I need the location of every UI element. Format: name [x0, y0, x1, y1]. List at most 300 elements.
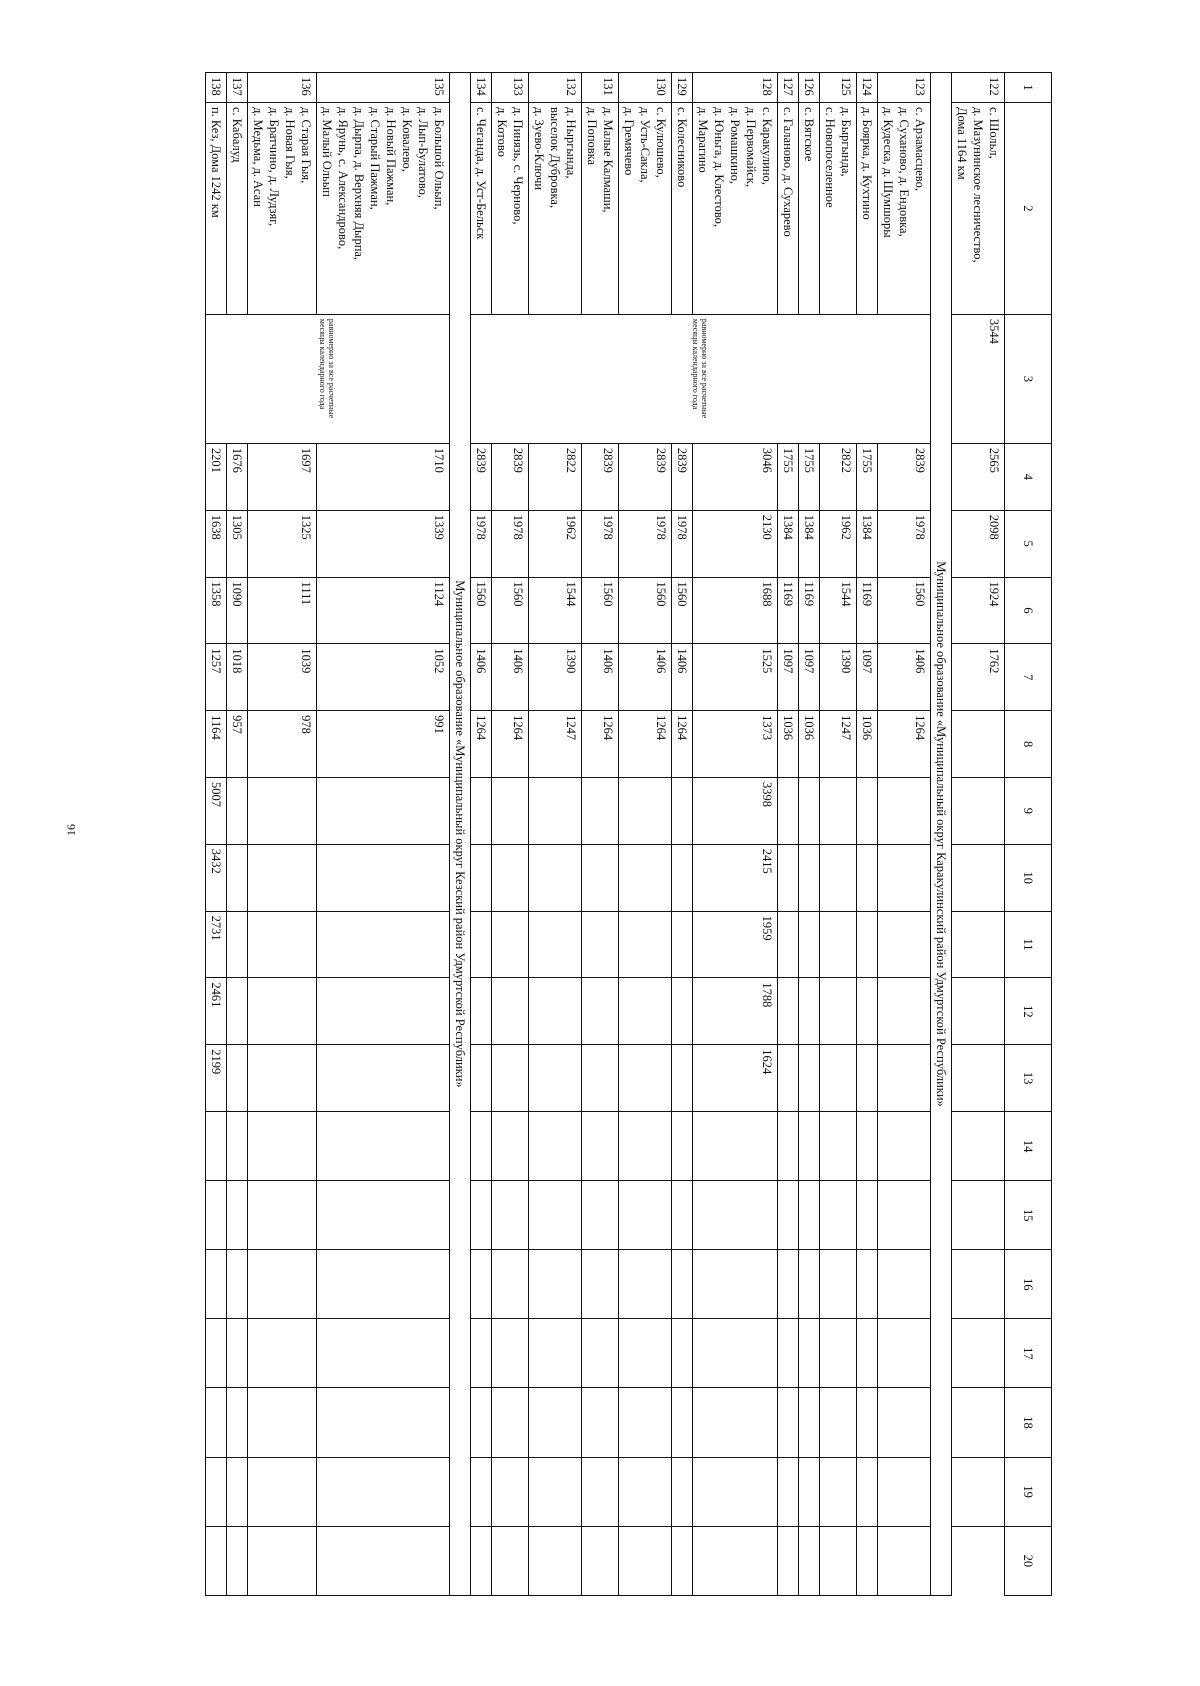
value-col-4: 2201	[206, 443, 227, 510]
value-col-9: 3398	[693, 777, 778, 844]
value-col-8: 1036	[778, 711, 799, 778]
value-col-5: 1978	[619, 510, 672, 577]
value-col-12	[582, 978, 619, 1045]
empty-col-17	[206, 1319, 227, 1388]
settlement-name-line: д. Быргында,	[839, 106, 853, 177]
settlement-name-line: д. Боярка, д. Кухтино	[860, 106, 874, 220]
empty-col-15	[619, 1181, 672, 1250]
settlement-name-line: д. Старый Пажман,	[368, 106, 382, 210]
empty-col-18	[952, 1319, 1005, 1388]
value-col-8: 1264	[672, 711, 693, 778]
settlement-name-line: с. Новопоселенное	[823, 106, 837, 208]
empty-col-20	[492, 1526, 529, 1595]
empty-col-19	[799, 1457, 820, 1526]
value-col-4: 1755	[778, 443, 799, 510]
empty-col-19	[857, 1457, 878, 1526]
value-col-11	[248, 911, 317, 978]
empty-col-20	[778, 1526, 799, 1595]
empty-col-20	[820, 1526, 857, 1595]
value-col-11: 1959	[693, 911, 778, 978]
empty-col-20	[952, 1457, 1005, 1526]
empty-col-18	[878, 1388, 931, 1457]
row-number: 125	[820, 73, 857, 103]
value-col-8: 1264	[619, 711, 672, 778]
value-col-9	[952, 711, 1005, 778]
empty-col-17	[227, 1319, 248, 1388]
row-number: 134	[471, 73, 492, 103]
value-col-8: 1264	[878, 711, 931, 778]
value-col-10	[582, 844, 619, 911]
value-col-9	[619, 777, 672, 844]
row-number: 126	[799, 73, 820, 103]
value-col-6: 1560	[471, 577, 492, 644]
settlement-name-line: с. Чеганда, д. Уст-Бельск	[474, 106, 488, 240]
column-header-20: 20	[1005, 1526, 1052, 1595]
empty-col-18	[227, 1388, 248, 1457]
settlement-name-line: п. Кез, Дома 1242 км	[209, 106, 223, 218]
value-col-9	[317, 777, 450, 844]
settlement-names	[471, 102, 492, 314]
value-col-11	[582, 911, 619, 978]
row-number: 137	[227, 73, 248, 103]
settlement-name-line: д. Медьма, д. Асан	[251, 106, 265, 207]
value-col-11	[672, 911, 693, 978]
empty-col-17	[820, 1319, 857, 1388]
value-col-12	[878, 978, 931, 1045]
value-col-12	[820, 978, 857, 1045]
settlement-name-line: д. Поповка	[585, 106, 599, 166]
value-col-5: 1325	[248, 510, 317, 577]
value-col-12: 2461	[206, 978, 227, 1045]
empty-col-19	[227, 1457, 248, 1526]
value-col-6: 1560	[878, 577, 931, 644]
empty-col-20	[672, 1526, 693, 1595]
value-col-11	[492, 911, 529, 978]
settlement-name-line: д. Усть-Сакла,	[638, 106, 652, 183]
value-col-5: 1384	[778, 510, 799, 577]
section-heading-row	[450, 73, 471, 1596]
value-col-13	[878, 1045, 931, 1112]
value-col-13	[799, 1045, 820, 1112]
settlement-names	[820, 102, 857, 314]
empty-col-18	[529, 1388, 582, 1457]
settlement-names	[952, 102, 1005, 314]
value-col-7: 1406	[492, 644, 529, 711]
value-col-10	[529, 844, 582, 911]
value-col-5: 1978	[471, 510, 492, 577]
value-col-6: 1169	[799, 577, 820, 644]
settlement-names	[206, 102, 227, 314]
table-row	[820, 73, 857, 1596]
row-number: 128	[693, 73, 778, 103]
empty-col-19	[471, 1457, 492, 1526]
empty-col-16	[820, 1250, 857, 1319]
empty-col-14	[693, 1112, 778, 1181]
value-col-11	[317, 911, 450, 978]
empty-col-17	[778, 1319, 799, 1388]
empty-col-15	[227, 1181, 248, 1250]
empty-col-18	[693, 1388, 778, 1457]
value-col-7: 1406	[672, 644, 693, 711]
empty-col-17	[317, 1319, 450, 1388]
value-col-7: 1406	[878, 644, 931, 711]
value-col-4: 1710	[317, 443, 450, 510]
settlement-name-line: с. Каракулино,	[760, 106, 774, 185]
value-col-9	[227, 777, 248, 844]
settlement-name-line: д. Малый Ольып	[320, 106, 334, 197]
value-col-13	[529, 1045, 582, 1112]
empty-col-17	[582, 1319, 619, 1388]
empty-col-19	[248, 1457, 317, 1526]
value-col-9	[672, 777, 693, 844]
empty-col-15	[878, 1181, 931, 1250]
value-col-13	[820, 1045, 857, 1112]
empty-col-16	[619, 1250, 672, 1319]
empty-col-20	[471, 1526, 492, 1595]
empty-col-14	[857, 1112, 878, 1181]
value-col-4: 2839	[619, 443, 672, 510]
value-col-5: 1339	[317, 510, 450, 577]
settlement-name-line: выселок Дубровка,	[548, 106, 562, 209]
value-col-11	[857, 911, 878, 978]
value-col-13: 2199	[206, 1045, 227, 1112]
value-col-9	[529, 777, 582, 844]
empty-col-19	[529, 1457, 582, 1526]
table-row	[227, 73, 248, 1596]
value-col-12	[619, 978, 672, 1045]
row-number: 132	[529, 73, 582, 103]
settlement-names	[317, 102, 450, 314]
value-col-9	[582, 777, 619, 844]
empty-col-20	[206, 1526, 227, 1595]
table-row	[317, 73, 450, 1596]
column-header-19: 19	[1005, 1457, 1052, 1526]
value-col-9	[878, 777, 931, 844]
value-col-8: 1247	[820, 711, 857, 778]
value-col-12	[952, 911, 1005, 978]
value-col-11	[799, 911, 820, 978]
value-col-7: 1390	[820, 644, 857, 711]
table-row	[857, 73, 878, 1596]
empty-col-17	[529, 1319, 582, 1388]
empty-col-15	[820, 1181, 857, 1250]
value-col-7: 1390	[529, 644, 582, 711]
table-row	[471, 73, 492, 1596]
value-col-10: 2415	[693, 844, 778, 911]
section-heading: Муниципальное образование «Муниципальный округ Кезский район Удмуртской Республики»	[450, 73, 471, 1596]
value-col-10: 3432	[206, 844, 227, 911]
settlement-names	[492, 102, 529, 314]
value-col-8: 1247	[529, 711, 582, 778]
settlement-name-line: с. Вятское	[802, 106, 816, 162]
settlement-names	[227, 102, 248, 314]
value-col-10	[820, 844, 857, 911]
empty-col-16	[529, 1250, 582, 1319]
value-col-10	[492, 844, 529, 911]
empty-col-15	[799, 1181, 820, 1250]
empty-col-15	[471, 1181, 492, 1250]
value-col-4: 2839	[582, 443, 619, 510]
column-header-6: 6	[1005, 577, 1052, 644]
empty-col-14	[778, 1112, 799, 1181]
settlement-name-line: с. Кабалуд	[230, 106, 244, 163]
value-col-5: 1384	[857, 510, 878, 577]
value-col-11	[952, 844, 1005, 911]
empty-col-17	[619, 1319, 672, 1388]
value-col-7: 1097	[857, 644, 878, 711]
empty-col-14	[317, 1112, 450, 1181]
value-col-4: 2839	[492, 443, 529, 510]
value-col-12	[857, 978, 878, 1045]
value-col-6: 1560	[582, 577, 619, 644]
empty-col-17	[878, 1319, 931, 1388]
settlement-name-line: д. Первомайск,	[744, 106, 758, 188]
column-header-8: 8	[1005, 711, 1052, 778]
value-col-9	[778, 777, 799, 844]
tariff-table	[205, 72, 1052, 1596]
empty-col-19	[693, 1457, 778, 1526]
column-header-10: 10	[1005, 844, 1052, 911]
row-number: 131	[582, 73, 619, 103]
value-col-10	[878, 844, 931, 911]
value-col-5: 1384	[799, 510, 820, 577]
empty-col-15	[693, 1181, 778, 1250]
value-col-9	[857, 777, 878, 844]
value-col-10	[317, 844, 450, 911]
empty-col-17	[248, 1319, 317, 1388]
value-col-7: 1406	[471, 644, 492, 711]
settlement-name-line: д. Гремячево	[622, 106, 636, 176]
value-col-5: 2565	[952, 443, 1005, 510]
empty-col-15	[778, 1181, 799, 1250]
value-col-13	[248, 1045, 317, 1112]
settlement-name-line: д. Дырпа, д. Верхняя Дырпа,	[352, 106, 366, 261]
row-number: 136	[248, 73, 317, 103]
empty-col-15	[317, 1181, 450, 1250]
value-col-12	[529, 978, 582, 1045]
row-number: 135	[317, 73, 450, 103]
value-col-4: 2839	[471, 443, 492, 510]
value-col-11	[529, 911, 582, 978]
page-number: 16	[64, 824, 78, 836]
value-col-10	[248, 844, 317, 911]
empty-col-18	[672, 1388, 693, 1457]
value-col-13	[857, 1045, 878, 1112]
payment-period-note: равномерно за все расчетные месяцы календарного года	[206, 314, 450, 443]
value-col-6: 1090	[227, 577, 248, 644]
column-header-1: 1	[1005, 73, 1052, 103]
settlement-name-line: д. Новая Гыя,	[283, 106, 297, 179]
settlement-name-line: д. Юньга, д. Клестово,	[712, 106, 726, 228]
settlement-name-line: д. Пинязь, с. Черново,	[511, 106, 525, 225]
value-col-6: 1560	[672, 577, 693, 644]
empty-col-20	[619, 1526, 672, 1595]
value-col-13: 1624	[693, 1045, 778, 1112]
empty-col-18	[317, 1388, 450, 1457]
settlement-name-line: с. Колесниково	[675, 106, 689, 188]
empty-col-15	[248, 1181, 317, 1250]
empty-col-14	[206, 1112, 227, 1181]
empty-col-16	[857, 1250, 878, 1319]
empty-col-17	[672, 1319, 693, 1388]
value-col-4: 1676	[227, 443, 248, 510]
value-col-9: 5007	[206, 777, 227, 844]
row-number: 133	[492, 73, 529, 103]
empty-col-15	[529, 1181, 582, 1250]
empty-col-16	[672, 1250, 693, 1319]
empty-col-16	[227, 1250, 248, 1319]
settlement-name-line: д. Новый Пажман,	[384, 106, 398, 206]
table-row	[778, 73, 799, 1596]
value-col-11	[820, 911, 857, 978]
value-col-7: 1018	[227, 644, 248, 711]
settlement-name-line: д. Ярунь, с. Александрово,	[336, 106, 350, 250]
empty-col-15	[206, 1181, 227, 1250]
empty-col-20	[582, 1526, 619, 1595]
empty-col-17	[471, 1319, 492, 1388]
column-header-12: 12	[1005, 978, 1052, 1045]
column-header-14: 14	[1005, 1112, 1052, 1181]
empty-col-16	[582, 1250, 619, 1319]
column-header-5: 5	[1005, 510, 1052, 577]
settlement-name-line: д. Котово	[495, 106, 509, 157]
value-col-8: 1762	[952, 644, 1005, 711]
settlement-name-line: с. Арзамасцево,	[913, 106, 927, 192]
empty-col-16	[693, 1250, 778, 1319]
column-number-row	[1005, 73, 1052, 1596]
empty-col-18	[582, 1388, 619, 1457]
table-row	[878, 73, 931, 1596]
value-col-11: 2731	[206, 911, 227, 978]
empty-col-17	[492, 1319, 529, 1388]
empty-col-20	[857, 1526, 878, 1595]
settlement-name-line: д. Ковалево,	[400, 106, 414, 172]
value-col-4: 1697	[248, 443, 317, 510]
empty-col-14	[471, 1112, 492, 1181]
settlement-names	[693, 102, 778, 314]
row-number: 123	[878, 73, 931, 103]
value-col-6: 1169	[778, 577, 799, 644]
settlement-names	[248, 102, 317, 314]
value-col-13	[952, 978, 1005, 1045]
value-col-5: 1305	[227, 510, 248, 577]
empty-col-20	[878, 1526, 931, 1595]
value-col-7: 1406	[619, 644, 672, 711]
table-row	[672, 73, 693, 1596]
column-header-3: 3	[1005, 314, 1052, 443]
value-col-5: 1638	[206, 510, 227, 577]
value-col-7: 1924	[952, 577, 1005, 644]
empty-col-15	[857, 1181, 878, 1250]
value-col-8: 1036	[857, 711, 878, 778]
row-number: 130	[619, 73, 672, 103]
value-col-4: 2839	[672, 443, 693, 510]
empty-col-16	[317, 1250, 450, 1319]
empty-col-14	[799, 1112, 820, 1181]
settlement-name-line: д. Суханово, д. Ендовка,	[897, 106, 911, 237]
settlement-name-line: д. Мазунинское лесничество,	[971, 106, 985, 263]
value-col-11	[471, 911, 492, 978]
value-col-12	[227, 978, 248, 1045]
value-col-7: 1406	[582, 644, 619, 711]
empty-col-14	[248, 1112, 317, 1181]
settlement-name-line: Дома 1164 км	[955, 106, 969, 180]
value-col-5: 1978	[582, 510, 619, 577]
value-col-12	[799, 978, 820, 1045]
empty-col-18	[471, 1388, 492, 1457]
table-row	[799, 73, 820, 1596]
value-col-4: 1755	[799, 443, 820, 510]
empty-col-17	[952, 1250, 1005, 1319]
table-row	[248, 73, 317, 1596]
value-col-8: 1036	[799, 711, 820, 778]
empty-col-18	[206, 1388, 227, 1457]
table-row	[619, 73, 672, 1596]
column-header-13: 13	[1005, 1045, 1052, 1112]
value-col-13	[582, 1045, 619, 1112]
settlement-name-line: д. Старая Гыя,	[299, 106, 313, 184]
value-col-5: 1962	[820, 510, 857, 577]
empty-col-16	[492, 1250, 529, 1319]
value-col-5: 2130	[693, 510, 778, 577]
table-row	[582, 73, 619, 1596]
value-col-8: 978	[248, 711, 317, 778]
value-col-9	[471, 777, 492, 844]
value-col-13	[317, 1045, 450, 1112]
value-col-4: 1755	[857, 443, 878, 510]
value-col-8: 1264	[582, 711, 619, 778]
value-col-10	[799, 844, 820, 911]
settlement-name-line: д. Лып-Булатово,	[416, 106, 430, 199]
value-col-6: 1169	[857, 577, 878, 644]
value-col-4: 2822	[820, 443, 857, 510]
table-row	[529, 73, 582, 1596]
value-col-8: 957	[227, 711, 248, 778]
value-col-13	[227, 1045, 248, 1112]
settlement-name-line: с. Галаново, д. Сухарево	[781, 106, 795, 237]
value-col-5: 1962	[529, 510, 582, 577]
empty-col-14	[952, 1045, 1005, 1112]
empty-col-20	[227, 1526, 248, 1595]
table-row	[206, 73, 227, 1596]
value-col-12	[317, 978, 450, 1045]
value-col-8: 1373	[693, 711, 778, 778]
column-header-2: 2	[1005, 102, 1052, 314]
empty-col-15	[582, 1181, 619, 1250]
payment-period-note: равномерно за все расчетные месяцы календарного года	[471, 314, 931, 443]
table-row	[693, 73, 778, 1596]
empty-col-17	[693, 1319, 778, 1388]
empty-col-16	[878, 1250, 931, 1319]
value-col-10	[952, 777, 1005, 844]
empty-col-14	[529, 1112, 582, 1181]
empty-col-19	[672, 1457, 693, 1526]
settlement-name-line: д. Кудеска, д. Шумшоры	[881, 106, 895, 238]
value-col-10	[471, 844, 492, 911]
value-col-9	[248, 777, 317, 844]
value-col-9	[492, 777, 529, 844]
row-number: 129	[672, 73, 693, 103]
empty-col-19	[619, 1457, 672, 1526]
empty-col-16	[799, 1250, 820, 1319]
table-row	[492, 73, 529, 1596]
empty-col-18	[857, 1388, 878, 1457]
settlement-names	[799, 102, 820, 314]
empty-col-14	[820, 1112, 857, 1181]
value-col-7: 1097	[778, 644, 799, 711]
row-number: 122	[952, 73, 1005, 103]
empty-col-19	[206, 1457, 227, 1526]
